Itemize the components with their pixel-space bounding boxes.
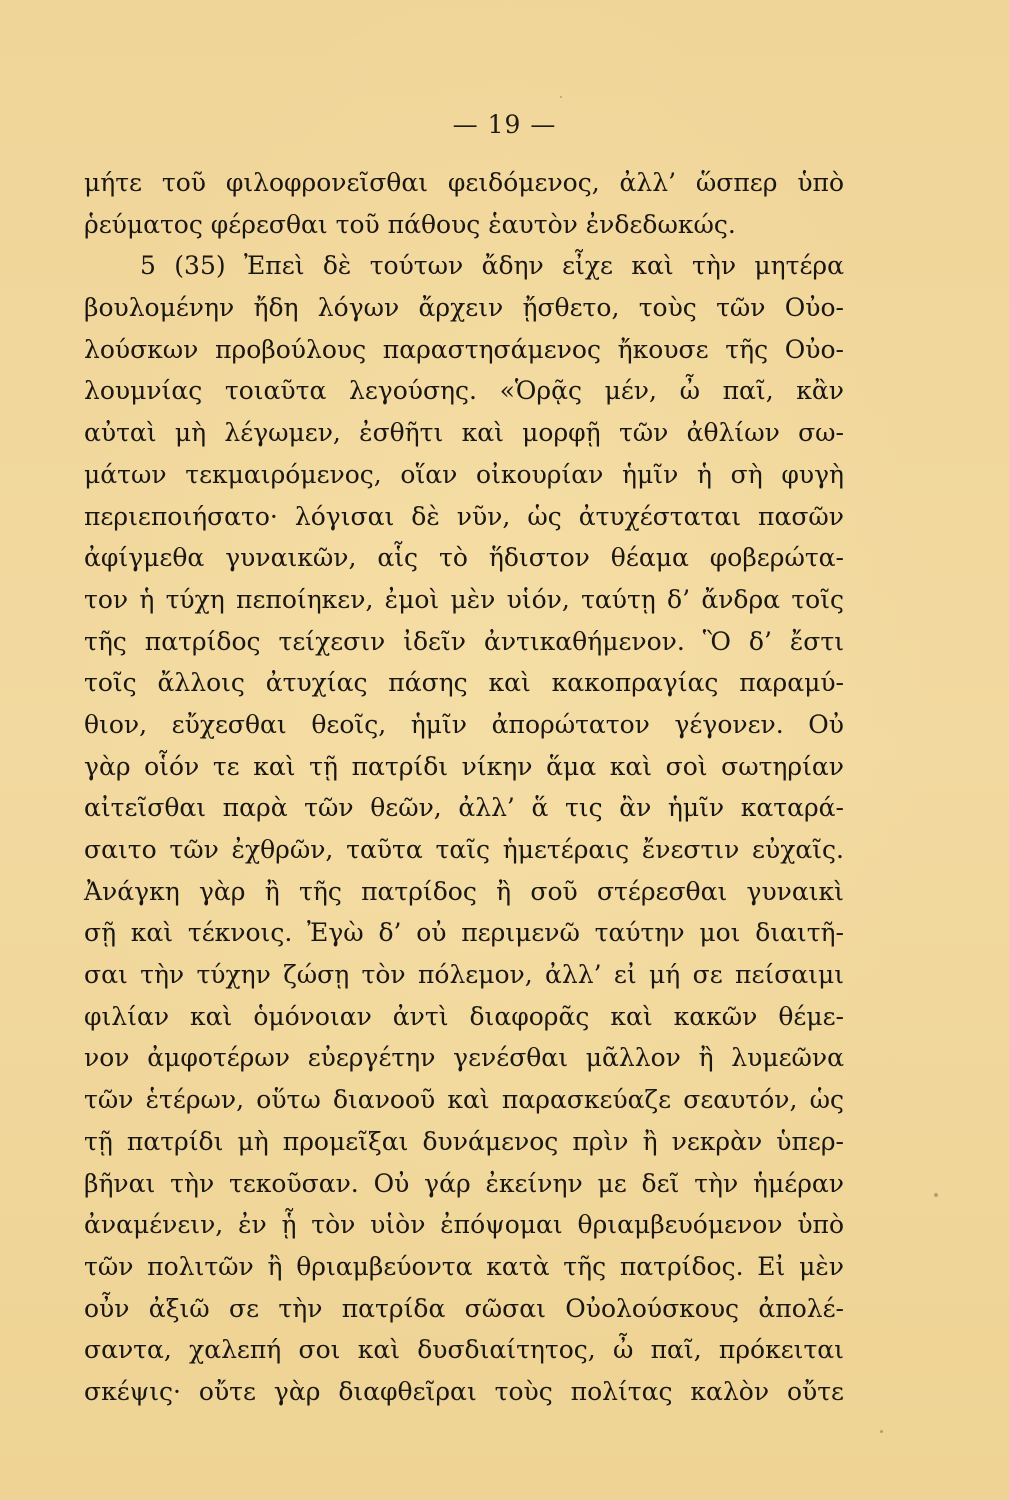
text-line: τῇ πατρίδι μὴ προμεῖξαι δυνάμενος πρὶν ἢ νεκρὰν ὑπερ- [84,1126,844,1156]
text-line: θιον, εὔχεσθαι θεοῖς, ἡμῖν ἀπορώτατον γέγονεν. Οὐ [84,709,844,739]
text-line: 5 (35) Ἐπεὶ δὲ τούτων ἄδην εἶχε καὶ τὴν μητέρα [140,251,844,281]
text-line: νον ἀμφοτέρων εὐεργέτην γενέσθαι μᾶλλον ἢ λυμεῶνα [84,1043,844,1073]
text-line: λουμνίας τοιαῦτα λεγούσης. «Ὁρᾷς μέν, ὦ παῖ, κἂν [84,376,844,406]
text-line: βῆναι τὴν τεκοῦσαν. Οὐ γάρ ἐκείνην με δεῖ τὴν ἡμέραν [84,1168,844,1198]
text-line: τῆς πατρίδος τείχεσιν ἰδεῖν ἀντικαθήμενον. Ὃ δ’ ἔστι [84,626,844,656]
text-line: τῶν ἑτέρων, οὕτω διανοοῦ καὶ παρασκεύαζε σεαυτόν, ὡς [84,1085,844,1115]
text-line: μάτων τεκμαιρόμενος, οἵαν οἰκουρίαν ἡμῖν ἡ σὴ φυγὴ [84,459,844,489]
text-line: ἀφίγμεθα γυναικῶν, αἷς τὸ ἥδιστον θέαμα φοβερώτα- [84,543,844,573]
text-line: σκέψις· οὔτε γὰρ διαφθεῖραι τοὺς πολίτας καλὸν οὔτε [84,1376,844,1406]
text-line: ῥεύματος φέρεσθαι τοῦ πάθους ἑαυτὸν ἐνδεδωκώς. [84,209,736,239]
text-line: βουλομένην ἤδη λόγων ἄρχειν ᾔσθετο, τοὺς τῶν Οὐο- [84,293,844,323]
text-line: ἀναμένειν, ἐν ᾗ τὸν υἱὸν ἐπόψομαι θριαμβευόμενον ὑπὸ [84,1210,844,1240]
body-text [84,162,844,1413]
text-line: γὰρ οἷόν τε καὶ τῇ πατρίδι νίκην ἅμα καὶ σοὶ σωτηρίαν [84,751,844,781]
text-line: σῇ καὶ τέκνοις. Ἐγὼ δ’ οὐ περιμενῶ ταύτην μοι διαιτῆ- [84,918,844,948]
text-line: τον ἡ τύχη πεποίηκεν, ἐμοὶ μὲν υἱόν, ταύτῃ δ’ ἄνδρα τοῖς [84,584,844,614]
text-line: σαντα, χαλεπή σοι καὶ δυσδιαίτητος, ὦ παῖ, πρόκειται [84,1335,844,1365]
text-line: μήτε τοῦ φιλοφρονεῖσθαι φειδόμενος, ἀλλ’ ὥσπερ ὑπὸ [84,168,844,197]
text-line: αὐταὶ μὴ λέγωμεν, ἐσθῆτι καὶ μορφῇ τῶν ἀθλίων σω- [84,418,844,448]
text-line: τῶν πολιτῶν ἢ θριαμβεύοντα κατὰ τῆς πατρίδος. Εἰ μὲν [84,1251,844,1281]
text-line: τοῖς ἄλλοις ἀτυχίας πάσης καὶ κακοπραγίας παραμύ- [84,668,844,698]
text-line: περιεποιήσατο· λόγισαι δὲ νῦν, ὡς ἀτυχέσταται πασῶν [84,501,844,531]
text-line: σαιτο τῶν ἐχθρῶν, ταῦτα ταῖς ἡμετέραις ἔνεστιν εὐχαῖς. [84,835,844,864]
text-line: αἰτεῖσθαι παρὰ τῶν θεῶν, ἀλλ’ ἅ τις ἂν ἡμῖν καταρά- [84,793,844,823]
text-line: οὖν ἀξιῶ σε τὴν πατρίδα σῶσαι Οὐολούσκους ἀπολέ- [84,1293,844,1323]
text-line: φιλίαν καὶ ὁμόνοιαν ἀντὶ διαφορᾶς καὶ κακῶν θέμε- [84,1001,844,1031]
ink-speck [880,1430,883,1433]
text-line: λούσκων προβούλους παραστησάμενος ἤκουσε τῆς Οὐο- [84,334,844,364]
ink-speck [934,1193,938,1197]
ink-speck [560,96,562,98]
text-line: σαι τὴν τύχην ζώσῃ τὸν πόλεμον, ἀλλ’ εἰ μή σε πείσαιμι [84,960,844,990]
text-line: Ἀνάγκη γὰρ ἢ τῆς πατρίδος ἢ σοῦ στέρεσθαι γυναικὶ [84,876,844,906]
page-number: — 19 — [452,110,557,139]
